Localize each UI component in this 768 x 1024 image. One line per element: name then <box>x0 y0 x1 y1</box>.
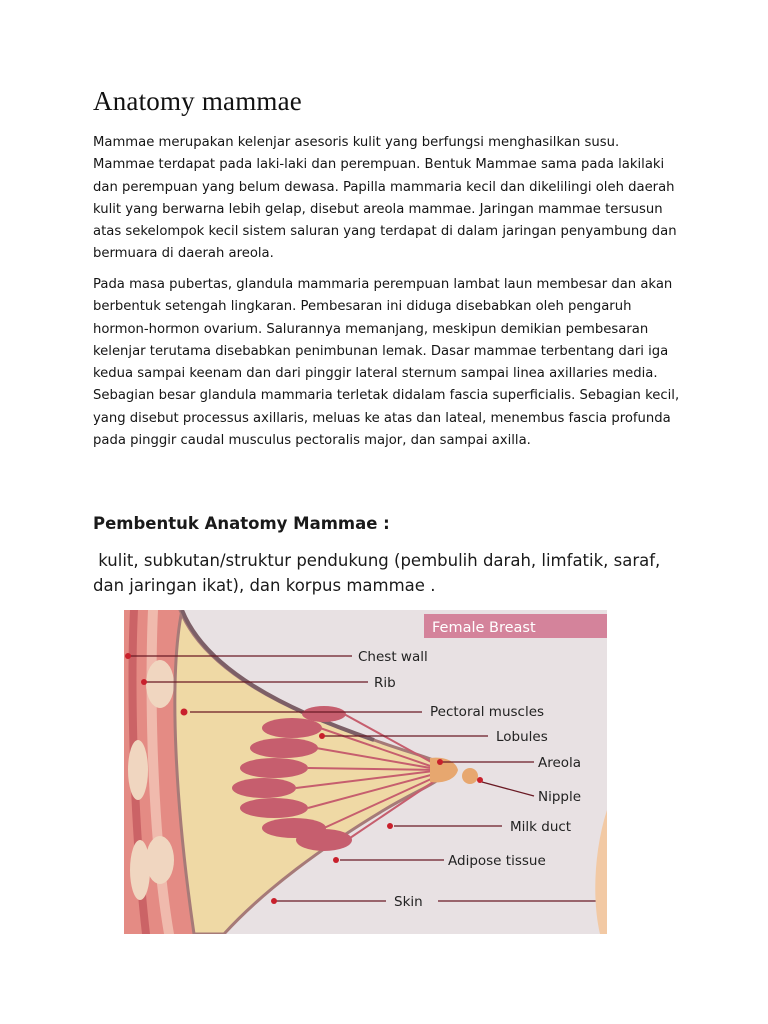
nipple-shape <box>462 768 478 784</box>
figure-banner-text: Female Breast <box>432 620 536 636</box>
label-chest-wall: Chest wall <box>358 649 428 665</box>
label-adipose-tissue: Adipose tissue <box>448 853 546 869</box>
label-nipple: Nipple <box>538 789 582 805</box>
paragraph-puberty: Pada masa pubertas, glandula mammaria perempuan lambat laun membesar dan akan berbentuk setengah lingkaran. Pembesaran ini diduga disebabkan oleh pengaruh hormon-hormon ovarium. Salurannya memanjang, meskipun demikian pembesaran kelenjar terutama disebabkan penimbunan lemak. Dasar mammae terbentang dari iga kedua sampai keenam dan dari pinggir lateral sternum sampai linea axillaries media. Sebagian besar glandula mammaria terletak didalam fascia superficialis. Sebagian kecil, yang disebut processus axillaris, meluas ke atas dan lateal, menembus fascia profunda pada pinggir caudal musculus pectoralis major, dan sampai axilla. <box>93 277 680 449</box>
label-areola: Areola <box>538 755 582 771</box>
breast-anatomy-figure <box>124 610 607 934</box>
label-skin: Skin <box>394 894 423 910</box>
breast-anatomy-diagram <box>124 610 607 934</box>
page-title: Anatomy mammae <box>93 86 302 116</box>
label-rib: Rib <box>374 675 396 691</box>
rib-shape <box>128 740 148 800</box>
label-milk-duct: Milk duct <box>510 819 572 835</box>
section-heading: Pembentuk Anatomy Mammae : <box>93 514 390 533</box>
components-text: kulit, subkutan/struktur pendukung (pembulih darah, limfatik, saraf, dan jaringan ikat), dan korpus mammae . <box>93 551 666 595</box>
label-lobules: Lobules <box>496 729 548 745</box>
paragraph-intro: Mammae merupakan kelenjar asesoris kulit yang berfungsi menghasilkan susu. Mammae terdapat pada laki-laki dan perempuan. Bentuk Mammae sama pada lakilaki dan perempuan yang belum dewasa. Papilla mammaria kecil dan dikelilingi oleh daerah kulit yang berwarna lebih gelap, disebut areola mammae. Jaringan mammae tersusun atas sekelompok kecil sistem saluran yang terdapat di dalam jaringan penyambung dan bermuara di daerah areola. <box>93 135 677 262</box>
label-pectoral-muscles: Pectoral muscles <box>430 704 545 720</box>
